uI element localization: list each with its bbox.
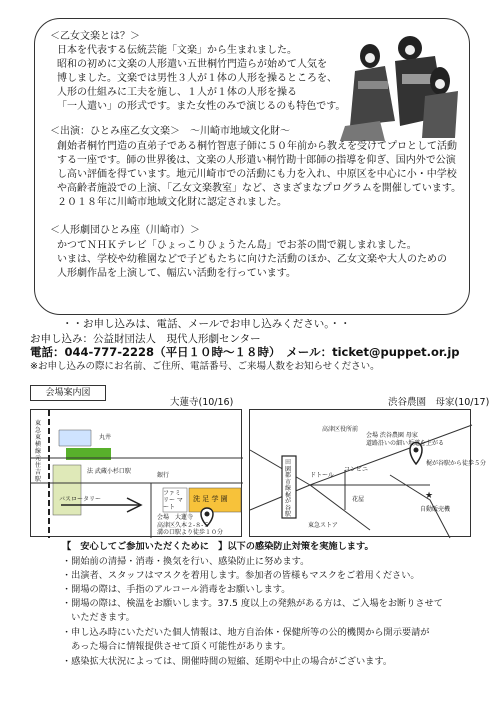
p2-line: や高齢者施設での上演、「乙女文楽教室」など、さまざまなプログラムを開催しています。 [57, 183, 462, 194]
heading-performer: ＜出演：ひとみ座乙女文楽＞ ～川崎市地域文化財～ [50, 126, 290, 137]
p3-line: 人形劇作品を上演して、幅広い活動を行っています。 [57, 268, 296, 279]
map-left-school: 洗 足 学 園 [193, 495, 228, 503]
p1-line: 「一人遣い」の形式です。また女性のみで演じるのも特色です。 [57, 101, 346, 112]
map-right-flower: 花屋 [352, 496, 365, 503]
svg-text:★: ★ [425, 491, 434, 501]
covid-item: あった場合に情報提供させて頂く可能性があります。 [62, 641, 291, 652]
map-right [249, 409, 487, 537]
p1-line: 昭和の初めに文楽の人形遣い五世桐竹門造らが始めて人気を [57, 59, 327, 70]
map-left-caption: 大蓮寺(10/16) [170, 397, 234, 408]
map-left-busstop: バスロータリー [59, 496, 102, 503]
map-left [30, 409, 242, 537]
map-right-conv: コンビニ [344, 466, 369, 473]
p2-line: する一座です。師の世界後は、文楽の人形遣い桐竹勘十郎師の指導を仰ぎ、国内外で公演 [57, 155, 456, 166]
map-left-maruetsu: 丸井 [99, 434, 112, 441]
apply-phone-email: 電話：044-777-2228（平日１０時～１８時） メール：ticket@puppet.or.jp [30, 345, 460, 359]
covid-item: ・出演者、スタッフはマスクを着用します。参加者の皆様もマスクをご着用ください。 [62, 570, 420, 581]
map-right-doutor: ドトール [310, 472, 334, 479]
p3-line: いまは、学校や幼稚園などで子どもたちに向けた活動のほか、乙女文楽や大人のための [57, 254, 447, 265]
puppet-photo [340, 26, 460, 141]
heading-otome-bunraku: ＜乙女文楽とは？＞ [50, 31, 140, 42]
map-left-walk: 溝の口駅より徒歩１０分 [157, 529, 224, 536]
covid-heading: 【 安心してご参加いただくために 】以下の感染防止対策を実施します。 [62, 541, 374, 552]
map-right-road: 高津区役所前 [322, 426, 359, 433]
apply-org: お申し込み：公益財団法人 現代人形劇センター [30, 333, 261, 345]
map-left-venue: 会場 大蓮寺 [157, 514, 194, 521]
p3-line: かつてＮＨＫテレビ「ひょっこりひょうたん島」でお茶の間で親しまれました。 [57, 240, 417, 251]
map-title: 会場案内図 [30, 385, 106, 401]
map-left-park: 法 武蔵小杉口駅 [87, 468, 131, 475]
heading-hitomiza: ＜人形劇団ひとみ座（川崎市）＞ [50, 225, 200, 236]
apply-notice: ・・お申し込みは、電話、メールでお申し込みください。・・ [62, 318, 351, 330]
map-left-address: 高津区久本２-８-５ [157, 522, 210, 529]
covid-item: ・開場の際は、検温をお願いします。37.5 度以上の発熱がある方は、ご入場をお断りさせて [62, 598, 443, 609]
map-right-caption: 渋谷農園 母家(10/17) [388, 397, 490, 408]
map-left-bank: 銀行 [157, 472, 170, 479]
map-left-family: ファミリー マート [163, 490, 183, 511]
p2-line: ２０１８年に川崎市地域文化財に認定されました。 [57, 197, 287, 208]
covid-item: ・申し込み時にいただいた個人情報は、地方自治体・保健所等の公的機関から開示要請が [62, 627, 430, 638]
p1-line: 博しました。文楽では男性３人が１体の人形を操るところを、 [57, 73, 337, 84]
covid-item: ・開場の際は、手指のアルコール消毒をお願いします。 [62, 584, 291, 595]
p2-line: 創始者桐竹門造の直弟子である桐竹智恵子師に５０年前から教えを受けてプロとして活動 [57, 141, 457, 152]
map-right-park: 自動販売機 [420, 506, 451, 513]
map-right-station: 田園都市線 梶が谷 駅 [285, 459, 292, 518]
p2-line: し高い評価を得ています。地元川崎市での活動にも力を入れ、中原区を中心に小・中学校 [57, 169, 457, 180]
map-left-station: 東急東横線 元住吉駅 [35, 420, 42, 483]
map-right-note1: 道路沿いの細い坂道を上がる [366, 440, 445, 447]
apply-note: ※お申し込みの際にお名前、ご住所、電話番号、ご来場人数をお知らせください。 [30, 361, 380, 372]
map-right-tokyu: 東急ストア [308, 522, 338, 529]
covid-item: いただきます。 [62, 612, 135, 623]
covid-item: ・開始前の清掃・消毒・換気を行い、感染防止に努めます。 [62, 556, 310, 567]
covid-item: ・感染拡大状況によっては、開催時間の短縮、延期や中止の場合がございます。 [62, 656, 393, 667]
p1-line: 日本を代表する伝統芸能「文楽」から生まれました。 [57, 45, 297, 56]
p1-line: 人形の仕組みに工夫を施し、１人が１体の人形を操る [57, 87, 297, 98]
map-right-venue: 会場 渋谷農園 母家 [366, 432, 418, 439]
map-right-note2: 梶が谷駅から徒歩５分 [426, 460, 487, 467]
